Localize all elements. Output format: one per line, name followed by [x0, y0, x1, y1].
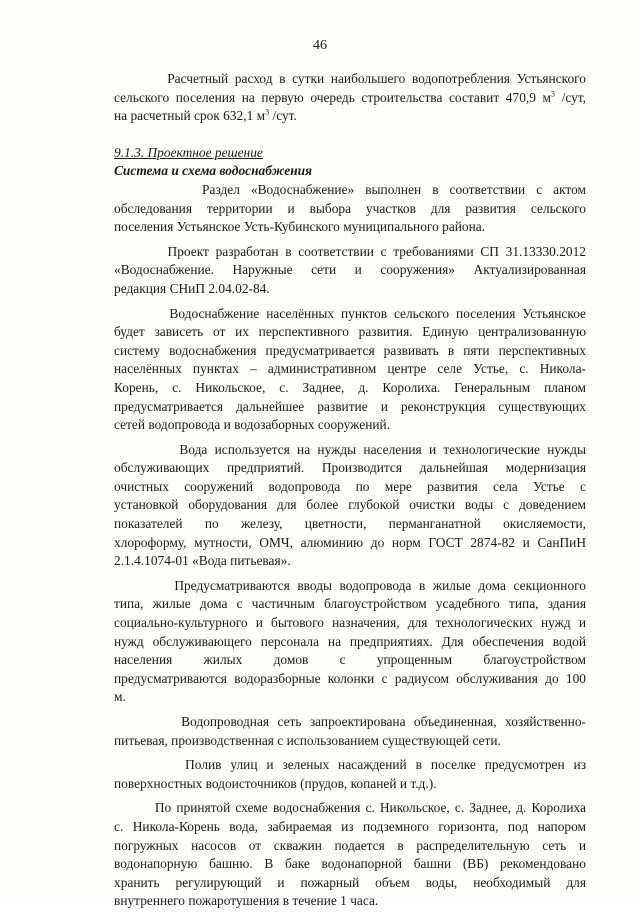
body-paragraph: [114, 799, 586, 911]
text-line: Водопроводная сеть запроектирована объединенная, хозяйственно-: [114, 714, 587, 729]
text-line: сетей водопровода и водозаборных сооружений.: [114, 417, 391, 433]
text-line: поселения Устьянское Усть-Кубинского муниципального района.: [114, 219, 486, 235]
body-paragraph: [114, 243, 586, 299]
text-line: питьевая, производственная с использованием существующей сети.: [114, 732, 501, 748]
text-fragment: /сут.: [269, 108, 297, 124]
text-line: обслуживающих предприятий. Производится дальнейшая модернизация: [114, 460, 586, 476]
text-line: показателей по железу, цветности, перманганатной окисляемости,: [114, 516, 586, 532]
text-line: [114, 107, 586, 126]
text-line: Полив улиц и зеленых насаждений в поселке предусмотрен из: [114, 757, 586, 773]
text-line: Раздел «Водоснабжение» выполнен в соответствии с актом: [114, 181, 587, 197]
paragraphs-container: [114, 181, 586, 911]
text-line: «Водоснабжение. Наружные сети и сооружения» Актуализированная: [114, 262, 586, 278]
section-number-title: 9.1.3. Проектное решение: [114, 144, 263, 160]
text-line: предусматривается дальнейшее развитие и реконструкция существующих: [114, 398, 586, 414]
text-line: социально-культурного и бытового назначения, для технологических нужд и: [114, 615, 586, 631]
text-line: типа, жилые дома с частичным благоустройством усадебного типа, здания: [114, 596, 586, 612]
text-line: поверхностных водоисточников (прудов, копаней и т.д.).: [114, 775, 437, 791]
body-paragraph: [114, 756, 586, 793]
text-fragment: на расчетный срок 632,1 м: [114, 108, 266, 124]
body-paragraph: [114, 577, 586, 707]
body-paragraph: [114, 713, 586, 750]
document-body: [114, 70, 586, 917]
text-line: Расчетный расход в сутки наибольшего водопотребления Устьянского: [114, 71, 587, 86]
text-fragment: /сут,: [555, 89, 586, 105]
body-paragraph: [114, 305, 586, 435]
text-line: Проект разработан в соответствии с требованиями СП 31.13330.2012: [114, 243, 586, 259]
superscript: 3: [551, 89, 556, 99]
text-line: [114, 89, 586, 108]
text-line: будет зависеть от их перспективного развития. Единую централизованную: [114, 324, 586, 340]
text-line: очистных сооружений водопровода по мере развития села Устье с: [114, 478, 586, 494]
text-line: 2.1.4.1074-01 «Вода питьевая».: [114, 553, 291, 569]
text-line: с. Никола-Корень вода, забираемая из подземного горизонта, под напором: [114, 818, 586, 834]
text-line: хранить регулирующий и пожарный объем воды, необходимый для: [114, 874, 586, 890]
text-line: обследования территории и выбора участков для развития сельского: [114, 200, 586, 216]
intro-paragraph: [114, 70, 586, 126]
section-title: Система и схема водоснабжения: [114, 163, 313, 179]
text-line: Корень, с. Никольское, с. Заднее, д. Королиха. Генеральным планом: [114, 379, 586, 395]
text-line: систему водоснабжения предусматривается развивать в пяти перспективных: [114, 342, 586, 358]
text-line: Водоснабжение населённых пунктов сельского поселения Устьянское: [114, 305, 586, 321]
text-line: Вода используется на нужды населения и технологические нужды: [114, 441, 586, 457]
text-line: м.: [114, 689, 126, 705]
text-line: погружных насосов от скважин подается в распределительную сеть и: [114, 837, 586, 853]
text-line: внутреннего пожаротушения в течение 1 часа.: [114, 893, 379, 909]
text-line: предусматриваются водоразборные колонки с радиусом обслуживания до 100: [114, 670, 586, 686]
body-paragraph: [114, 441, 586, 571]
text-line: Предусматриваются вводы водопровода в жилые дома секционного: [114, 577, 586, 593]
text-line: нужд обслуживающего персонала на предприятиях. Для обеспечения водой: [114, 633, 586, 649]
body-paragraph: [114, 181, 586, 237]
text-fragment: сельского поселения на первую очередь строительства составит 470,9 м: [114, 89, 552, 105]
text-line: редакция СНиП 2.04.02-84.: [114, 280, 270, 296]
page-number: 46: [313, 38, 327, 53]
text-line: По принятой схеме водоснабжения с. Никольское, с. Заднее, д. Королиха: [114, 800, 587, 816]
superscript: 3: [265, 107, 270, 117]
text-line: хлороформу, мутности, ОМЧ, алюминию до норм ГОСТ 2874-82 и СанПиН: [114, 534, 586, 550]
text-line: населения жилых домов с упрощенным благоустройством: [114, 652, 586, 668]
text-line: водонапорную башню. В баке водонапорной башни (ВБ) рекомендовано: [114, 856, 586, 872]
text-line: установкой оборудования для более глубокой очистки воды с доведением: [114, 497, 586, 513]
text-line: населённых пунктах – административном центре селе Устье, с. Никола-: [114, 361, 586, 377]
